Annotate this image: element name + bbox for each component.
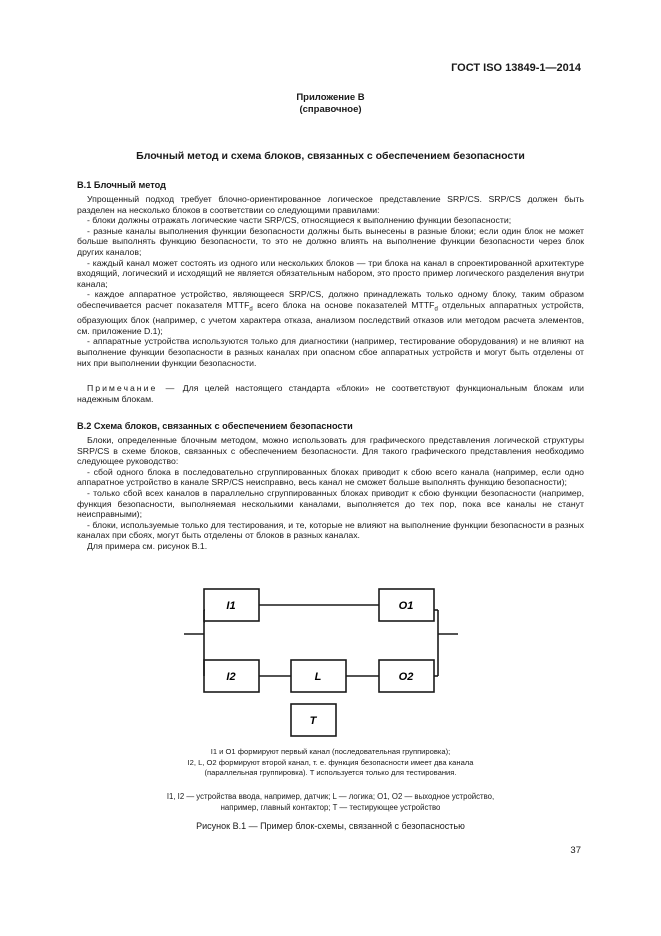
b1-bullet-3: - каждый канал может состоять из одного или нескольких блоков — три блока на канал в спроектированной архитектуре входящий, логический и исходящий не является обязательным набором, это просто пример логического разделения внутри канала; [77, 257, 584, 289]
caption-line-1: I1 и O1 формируют первый канал (последовательная группировка); [210, 747, 451, 756]
note [77, 383, 584, 404]
block-i2-label: I2 [226, 671, 236, 683]
main-title: Блочный метод и схема блоков, связанных с обеспечением безопасности [136, 150, 525, 162]
block-i1-label: I1 [226, 600, 236, 612]
block-o2-label: O2 [398, 671, 414, 683]
page-number: 37 [570, 845, 581, 856]
figure-legend [0, 792, 661, 813]
block-diagram-svg [176, 578, 476, 743]
b2-bullet-2: - только сбой всех каналов в параллельно сгруппированных блоках приводит к сбою функции безопасности (например, функция безопасности, выполняемая несколькими каналами, выполняется до тех пор, пока все каналы не станут неисправными); [77, 487, 584, 520]
b2-see-figure: Для примера см. рисунок В.1. [87, 540, 208, 551]
b2-paragraph: Блоки, определенные блочным методом, можно использовать для графического представления логической структуры SRP/CS в схеме блоков, связанных с обеспечением безопасности. Для такого графического представления необходимо следующее руководство: [77, 435, 584, 467]
note-label: Примечание — [87, 383, 177, 393]
annex-title: Приложение В [296, 92, 365, 103]
caption-line-2: I2, L, O2 формируют второй канал, т. е. функция безопасности имеет два канала [187, 757, 474, 767]
annex-heading [0, 92, 661, 116]
b2-bullet-1: - сбой одного блока в последовательно сгруппированных блоках приводит к сбою всего канала (например, если одно аппаратное устройство в канале SRP/CS неисправно, весь канал не сможет больше выполнять функцию безопасности); [77, 466, 584, 488]
block-t-label: T [309, 715, 317, 727]
b1-paragraph: Упрощенный подход требует блочно-ориентированное логическое представление SRP/CS. SRP/CS должен быть разделен на несколько блоков в соответствии со следующими правилами: [77, 194, 584, 215]
section-b2-body [77, 435, 584, 552]
caption-line-3: (параллельная группировка). T используется только для тестирования. [204, 768, 457, 777]
section-b1-heading: В.1 Блочный метод [77, 180, 166, 190]
legend-line-1: I1, I2 — устройства ввода, например, датчик; L — логика; O1, O2 — выходное устройство, [166, 792, 495, 801]
b2-bullet-3: - блоки, используемые только для тестирования, и те, которые не влияют на выполнение функции безопасности в разных каналах при сбоях, могут быть отделены от блоков в разных каналах. [77, 519, 584, 541]
b1-bullet-1: - блоки должны отражать логические части SRP/CS, относящиеся к выполнению функции безопасности; [87, 215, 512, 226]
block-diagram [176, 578, 476, 748]
b1-bullet-2: - разные каналы выполнения функции безопасности должны быть вынесены в разные блоки; если один блок не может больше выполнять функцию безопасности, то это не должно влиять на выполнение функции безопасности через блок других каналов; [77, 225, 584, 257]
legend-line-2: например, главный контактор; T — тестирующее устройство [220, 802, 441, 812]
note-text: Для целей настоящего стандарта «блоки» не соответствуют функциональным блокам или надежным блокам. [77, 383, 584, 404]
block-l-label: L [314, 671, 322, 683]
figure-title: Рисунок В.1 — Пример блок-схемы, связанной с безопасностью [196, 821, 465, 831]
block-o1-label: O1 [398, 600, 414, 612]
b1-bullet-5: - аппаратные устройства используются только для диагностики (например, тестирование оборудования) и не влияют на выполнение функции безопасности в разных каналах при опасном сбое аппаратных устройств и могут быть отделены от них при выполнении функции безопасности. [77, 336, 584, 368]
b1-bullet-4: - каждое аппаратное устройство, являющееся SRP/CS, должно принадлежать только одному блоку, таким образом обеспечивается расчет показателя $MTTF_d$ всего блока на основе показателей $MTTF_d$ отдельных аппаратных устройств, образующих блок (например, с учетом характера отказа, анализом последствий отказов или методом расчета элементов, см. приложение D.1); [77, 289, 584, 336]
section-b2-heading: В.2 Схема блоков, связанных с обеспечением безопасности [77, 421, 353, 431]
figure-caption [0, 747, 661, 779]
section-b1-body [77, 194, 584, 368]
standard-header: ГОСТ ISO 13849-1—2014 [451, 62, 581, 74]
annex-subtitle: (справочное) [299, 104, 362, 115]
